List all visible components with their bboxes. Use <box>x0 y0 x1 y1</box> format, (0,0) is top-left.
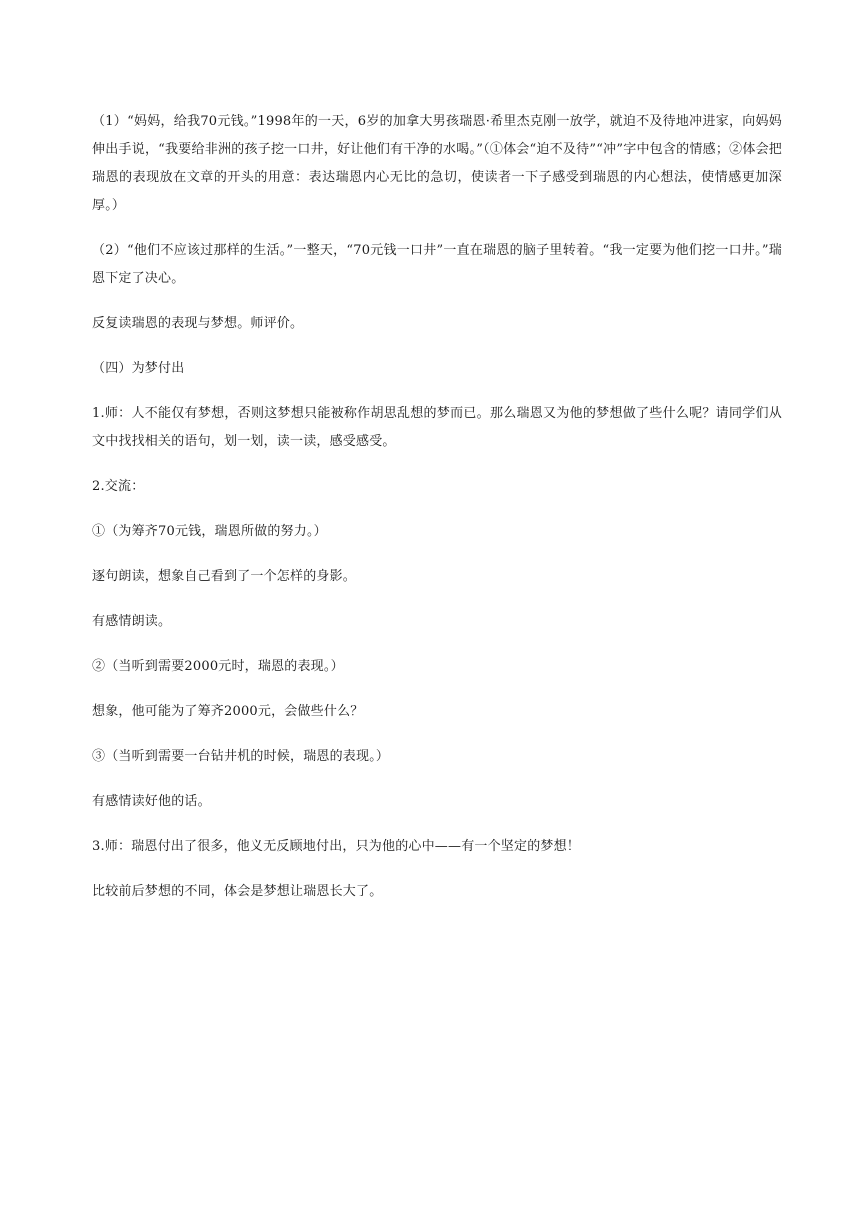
paragraph-9: 有感情朗读。 <box>92 614 172 629</box>
paragraph-12: ③（当听到需要一台钻井机的时候，瑞恩的表现。） <box>92 749 390 764</box>
paragraph-11: 想象，他可能为了筹齐2000元，会做些什么？ <box>92 704 364 719</box>
paragraph-8: 逐句朗读，想象自己看到了一个怎样的身影。 <box>92 569 357 584</box>
paragraph-7: ①（为筹齐70元钱，瑞恩所做的努力。） <box>92 524 327 539</box>
paragraph-15: 比较前后梦想的不同，体会是梦想让瑞恩长大了。 <box>92 884 383 899</box>
document-body <box>92 108 782 923</box>
paragraph-10: ②（当听到需要2000元时，瑞恩的表现。） <box>92 659 344 674</box>
paragraph-14: 3.师：瑞恩付出了很多，他义无反顾地付出，只为他的心中——有一个坚定的梦想！ <box>92 839 581 854</box>
paragraph-2: （2）“他们不应该过那样的生活。”一整天，“70元钱一口井”一直在瑞恩的脑子里转着。“我一定要为他们挖一口井。”瑞恩下定了决心。 <box>92 243 782 286</box>
paragraph-1: （1）“妈妈，给我70元钱。”1998年的一天，6岁的加拿大男孩瑞恩·希里杰克刚一放学，就迫不及待地冲进家，向妈妈伸出手说，“我要给非洲的孩子挖一口井，好让他们有干净的水喝。”（①体会“迫不及待”“冲”字中包含的情感；②体会把瑞恩的表现放在文章的开头的用意：表达瑞恩内心无比的急切，使读者一下子感受到瑞恩的内心想法，使情感更加深厚。） <box>92 114 782 213</box>
paragraph-13: 有感情读好他的话。 <box>92 794 211 809</box>
paragraph-5: 1.师：人不能仅有梦想，否则这梦想只能被称作胡思乱想的梦而已。那么瑞恩又为他的梦想做了些什么呢？请同学们从文中找找相关的语句，划一划，读一读，感受感受。 <box>92 406 782 449</box>
paragraph-3: 反复读瑞恩的表现与梦想。师评价。 <box>92 316 304 331</box>
paragraph-6: 2.交流： <box>92 479 145 494</box>
section-heading: （四）为梦付出 <box>92 361 185 376</box>
